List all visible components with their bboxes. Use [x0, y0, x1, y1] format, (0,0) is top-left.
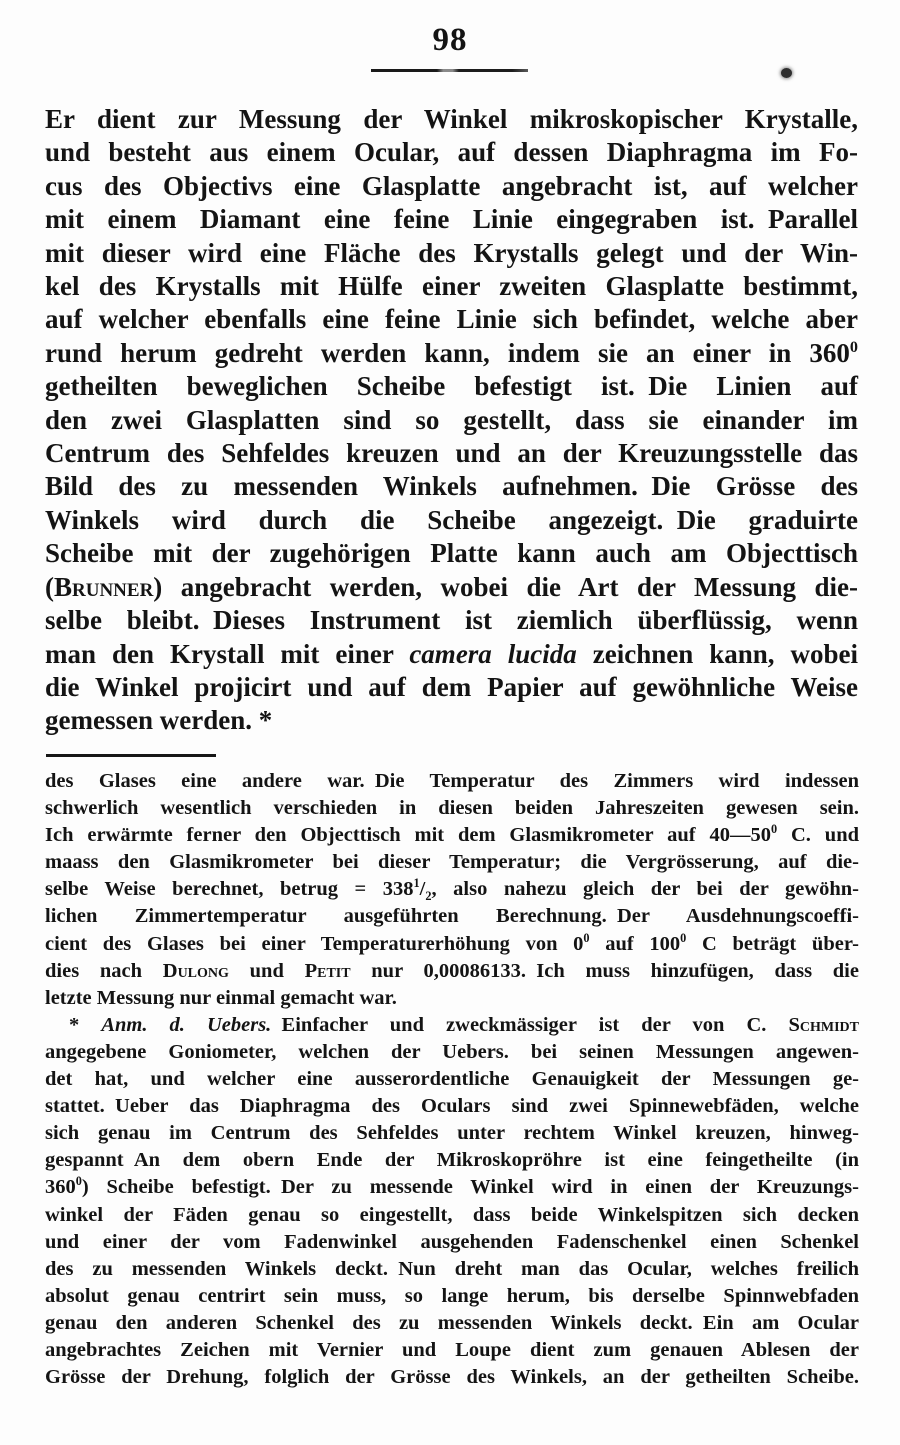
text-line: [45, 571, 858, 604]
text-line: [45, 1147, 859, 1174]
text-segment: angebrachtes Zeichen mit Vernier und Loupe dient zum genauen Ablesen der: [45, 1338, 859, 1361]
text-segment: zeichnen kann, wobei: [576, 638, 858, 669]
text-segment: gespannt An dem obern Ende der Mikroskopröhre ist eine feingetheilte (in: [45, 1149, 859, 1172]
text-line: [45, 931, 859, 958]
text-line: [45, 303, 858, 336]
text-segment: auf welcher ebenfalls eine feine Linie sich befindet, welche aber: [45, 304, 858, 335]
text-segment: schwerlich wesentlich verschieden in diesen beiden Jahreszeiten gewesen sein.: [45, 797, 859, 820]
text-segment: und: [228, 959, 305, 982]
text-segment: Petit: [304, 959, 351, 982]
page-number: 98: [432, 22, 468, 58]
text-line: [45, 437, 858, 470]
text-segment: 1: [413, 876, 420, 891]
text-line: [45, 876, 859, 903]
text-line: [45, 537, 858, 570]
text-line: [45, 1093, 859, 1120]
text-segment: und einer der vom Fadenwinkel ausgehenden Fadenschenkel einen Schenkel: [45, 1230, 859, 1253]
text-segment: 2: [425, 889, 432, 904]
text-segment: 0: [583, 930, 590, 945]
text-segment: mit dieser wird eine Fläche des Krystalls gelegt und der Win-: [45, 237, 858, 268]
text-segment: 0: [849, 337, 858, 356]
text-segment: Grösse der Drehung, folglich der Grösse des Winkels, an der getheilten Scheibe.: [45, 1366, 859, 1389]
text-line: [45, 170, 858, 203]
text-line: [45, 1039, 859, 1066]
text-line: [45, 370, 858, 403]
text-segment: camera lucida: [409, 638, 577, 669]
text-segment: 360: [45, 1176, 76, 1199]
text-segment: Einfacher und zweckmässiger ist der von C.: [271, 1013, 789, 1036]
text-segment: lichen Zimmertemperatur ausgeführten Berechnung. Der Ausdehnungscoeffi-: [45, 905, 859, 928]
main-text-block: [45, 103, 858, 738]
text-segment: maass den Glasmikrometer bei dieser Temperatur; die Vergrösserung, auf die-: [45, 851, 859, 874]
text-line: [45, 1174, 859, 1201]
text-segment: Bild des zu messenden Winkels aufnehmen. Die Grösse des: [45, 471, 858, 502]
text-segment: Winkels wird durch die Scheibe angezeigt. Die graduirte: [45, 504, 858, 535]
text-segment: getheilten beweglichen Scheibe befestigt ist. Die Linien auf: [45, 371, 858, 402]
text-line: [45, 1012, 859, 1039]
text-line: [45, 958, 859, 985]
text-line: [45, 203, 858, 236]
text-segment: Dulong: [162, 959, 229, 982]
text-segment: sich genau im Centrum des Sehfeldes unter rechtem Winkel kreuzen, hinweg-: [45, 1122, 859, 1145]
text-line: [45, 337, 858, 370]
text-segment: selbe Weise berechnet, betrug = 338: [45, 878, 414, 901]
text-segment: Ich erwärmte ferner den Objecttisch mit dem Glasmikrometer auf 40—50: [45, 824, 771, 847]
text-line: [45, 1364, 859, 1391]
text-segment: des Glases eine andere war. Die Temperatur des Zimmers wird indessen: [45, 770, 859, 792]
text-segment: Schmidt: [788, 1013, 859, 1036]
text-segment: 0: [680, 930, 687, 945]
footnote-separator-rule: [46, 754, 216, 757]
text-segment: Scheibe mit der zugehörigen Platte kann auch am Objecttisch: [45, 538, 858, 569]
text-line: [45, 1202, 859, 1229]
text-line: [45, 604, 858, 637]
text-segment: 0: [75, 1174, 82, 1189]
text-segment: den zwei Glasplatten sind so gestellt, dass sie einander im: [45, 404, 858, 435]
text-segment: dies nach: [45, 959, 163, 982]
text-segment: die Winkel projicirt und auf dem Papier auf gewöhnliche Weise: [45, 671, 858, 702]
text-segment: und besteht aus einem Ocular, auf dessen Diaphragma im Fo-: [45, 137, 858, 168]
text-line: [45, 136, 858, 169]
text-segment: angegebene Goniometer, welchen der Uebers. bei seinen Messungen angewen-: [45, 1040, 859, 1063]
text-line: [45, 1310, 859, 1337]
text-segment: ) Scheibe befestigt. Der zu messende Winkel wird in einen der Kreuzungs-: [81, 1176, 859, 1199]
text-line: [45, 270, 858, 303]
text-line: [45, 1337, 859, 1364]
text-line: [45, 795, 859, 822]
text-line: [45, 404, 858, 437]
text-segment: Centrum des Sehfeldes kreuzen und an der Kreuzungsstelle das: [45, 438, 858, 469]
text-segment: absolut genau centrirt sein muss, so lange herum, bis derselbe Spinnwebfaden: [45, 1284, 859, 1307]
text-segment: nur 0,00086133. Ich muss hinzufügen, dass die: [350, 959, 859, 982]
text-segment: mit einem Diamant eine feine Linie eingegraben ist. Parallel: [45, 204, 858, 235]
text-line: [45, 470, 858, 503]
text-segment: stattet. Ueber das Diaphragma des Oculars sind zwei Spinnewebfäden, welche: [45, 1095, 859, 1118]
footnote-text-block: [45, 768, 859, 1391]
text-segment: auf 100: [589, 932, 681, 955]
text-segment: C beträgt über-: [686, 932, 860, 955]
text-segment: Er dient zur Messung der Winkel mikroskopischer Krystalle,: [45, 104, 858, 134]
text-line: [45, 822, 859, 849]
text-segment: selbe bleibt. Dieses Instrument ist ziemlich überflüssig, wenn: [45, 605, 858, 636]
text-line: [45, 1256, 859, 1283]
text-segment: genau den anderen Schenkel des zu messenden Winkels deckt. Ein am Ocular: [45, 1311, 859, 1334]
text-segment: man den Krystall mit einer: [45, 638, 410, 669]
text-segment: C. und: [777, 824, 860, 847]
text-segment: cient des Glases bei einer Temperaturerhöhung von 0: [45, 932, 584, 955]
text-line: [45, 671, 858, 704]
text-line: [45, 704, 858, 737]
text-segment: det hat, und welcher eine ausserordentliche Genauigkeit der Messungen ge-: [45, 1068, 859, 1091]
text-line: [45, 103, 858, 136]
text-line: [45, 1066, 859, 1093]
text-segment: 0: [770, 822, 778, 837]
text-line: [45, 1229, 859, 1256]
text-segment: , also nahezu gleich der bei der gewöhn-: [431, 878, 860, 901]
text-segment: winkel der Fäden genau so eingestellt, dass beide Winkelspitzen sich decken: [45, 1203, 859, 1226]
text-segment: Anm. d. Uebers.: [101, 1013, 272, 1036]
ink-speck: [781, 68, 792, 78]
text-segment: letzte Messung nur einmal gemacht war.: [45, 986, 397, 1009]
text-segment: (: [45, 571, 54, 602]
text-segment: Brunner: [54, 571, 154, 602]
text-segment: gemessen werden. *: [45, 705, 273, 736]
text-segment: cus des Objectivs eine Glasplatte angebracht ist, auf welcher: [45, 170, 858, 201]
header-rule: [371, 69, 528, 72]
text-line: [45, 1283, 859, 1310]
text-segment: /: [419, 878, 426, 901]
text-line: [45, 504, 858, 537]
text-segment: des zu messenden Winkels deckt. Nun dreht man das Ocular, welches freilich: [45, 1257, 859, 1280]
text-segment: rund herum gedreht werden kann, indem sie an einer in 360: [45, 337, 850, 368]
text-segment: kel des Krystalls mit Hülfe einer zweiten Glasplatte bestimmt,: [45, 271, 858, 302]
text-segment: *: [69, 1013, 102, 1036]
text-line: [45, 849, 859, 876]
text-line: [45, 638, 858, 671]
text-segment: ) angebracht werden, wobei die Art der Messung die-: [153, 571, 858, 602]
text-line: [45, 985, 859, 1012]
text-line: [45, 1120, 859, 1147]
text-line: [45, 768, 859, 795]
text-line: [45, 237, 858, 270]
text-line: [45, 903, 859, 930]
